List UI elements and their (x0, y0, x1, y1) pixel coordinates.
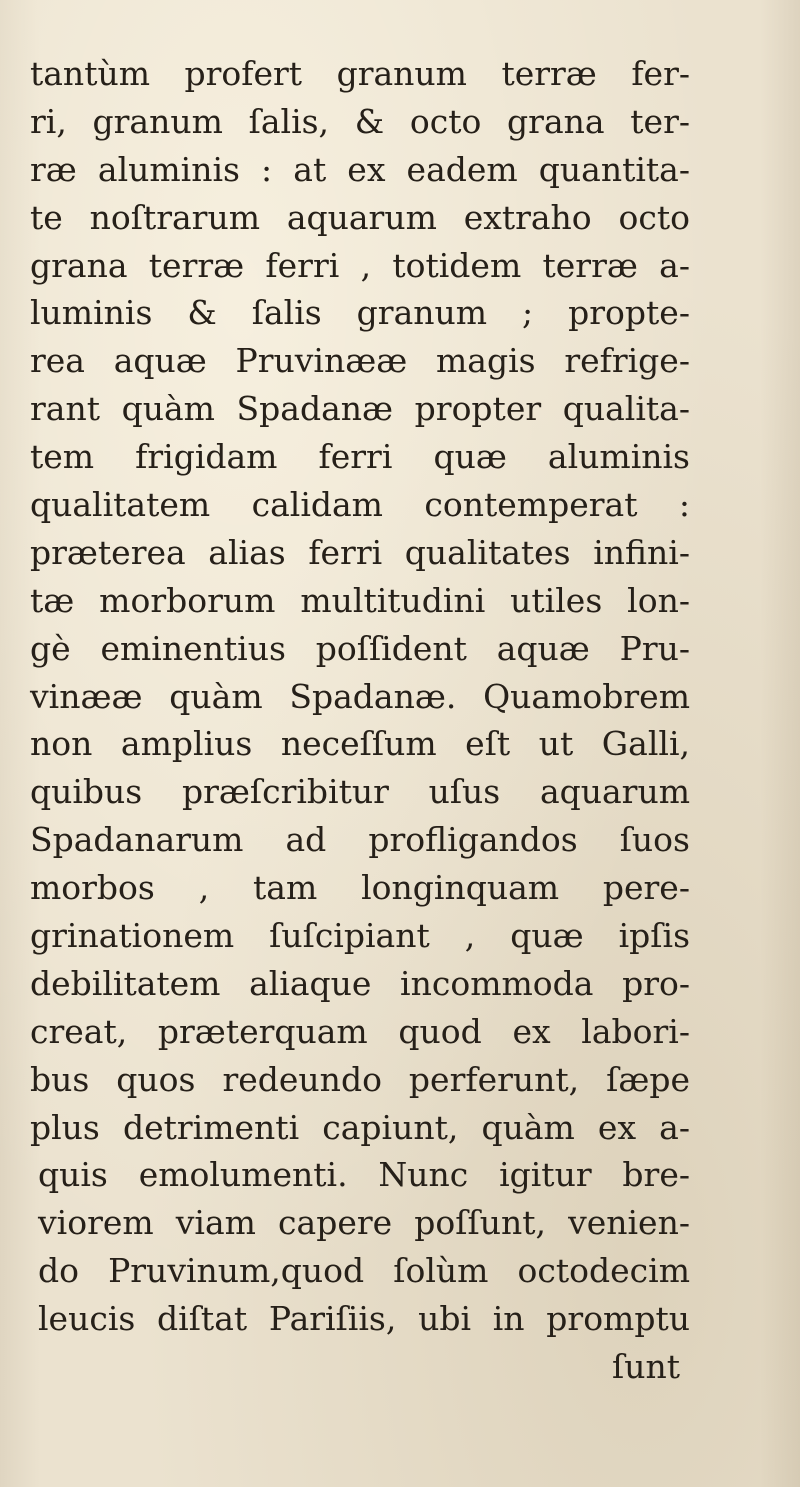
text-line-17: Spadanarum ad profligandos ſuos (30, 820, 690, 860)
text-line-11: præterea alias ferri qualitates infini- (30, 532, 690, 572)
text-line-23: plus detrimenti capiunt, quàm ex a- (30, 1107, 690, 1147)
text-line-7: rea aquæ Pruvinææ magis refrige- (30, 341, 690, 381)
text-line-27: leucis diſtat Pariſiis, ubi in promptu (38, 1299, 690, 1339)
text-line-3: ræ aluminis : at ex eadem quantita- (30, 149, 690, 189)
text-line-8: rant quàm Spadanæ propter qualita- (30, 389, 690, 429)
text-line-14: vinææ quàm Spadanæ. Quamobrem (30, 676, 690, 716)
text-line-9: tem frigidam ferri quæ aluminis (30, 437, 690, 477)
text-line-15: non amplius neceſſum eſt ut Galli, (30, 724, 690, 764)
text-line-4: te noſtrarum aquarum extraho octo (30, 197, 690, 237)
text-line-2: ri, granum ſalis, & octo grana ter- (30, 101, 690, 141)
text-line-22: bus quos redeundo perferunt, ſæpe (30, 1059, 690, 1099)
text-line-5: grana terræ ferri , totidem terræ a- (30, 245, 690, 285)
text-block (30, 50, 690, 1391)
text-line-10: qualitatem calidam contemperat : (30, 485, 690, 525)
text-line-25: viorem viam capere poſſunt, venien- (38, 1203, 690, 1243)
text-line-6: luminis & ſalis granum ; propte- (30, 293, 690, 333)
text-line-16: quibus præſcribitur uſus aquarum (30, 772, 690, 812)
text-line-20: debilitatem aliaque incommoda pro- (30, 963, 690, 1003)
text-line-21: creat, præterquam quod ex labori- (30, 1011, 690, 1051)
text-line-13: gè eminentius poſſident aquæ Pru- (30, 628, 690, 668)
catchword: ſunt (612, 1347, 680, 1387)
text-line-18: morbos , tam longinquam pere- (30, 868, 690, 908)
text-line-1: tantùm profert granum terræ fer- (30, 54, 690, 93)
text-line-19: grinationem ſuſcipiant , quæ ipſis (30, 916, 690, 956)
text-line-12: tæ morborum multitudini utiles lon- (30, 580, 690, 620)
text-line-24: quis emolumenti. Nunc igitur bre- (38, 1155, 690, 1195)
text-line-26: do Pruvinum,quod ſolùm octodecim (38, 1251, 690, 1291)
